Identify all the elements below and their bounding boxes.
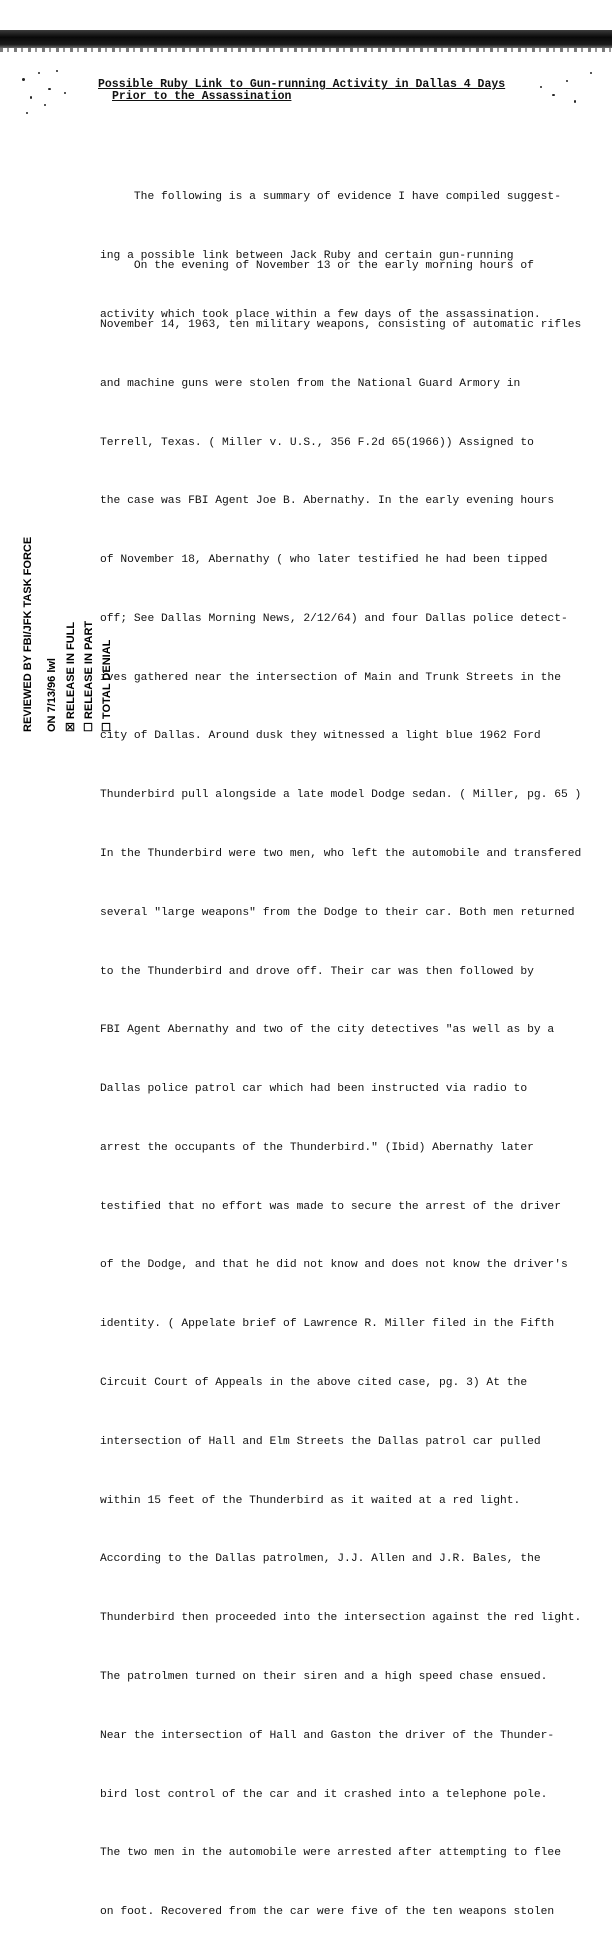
evidence-paragraph [100,218,581,1942]
text-line: The patrolmen turned on their siren and a high speed chase ensued. [100,1670,548,1683]
text-line: Thunderbird pull alongside a late model Dodge sedan. ( Miller, pg. 65 ) [100,789,582,802]
text-line: FBI Agent Abernathy and two of the city detectives "as well as by a [100,1024,555,1037]
stamp-release-full: ☒ RELEASE IN FULL [65,621,77,732]
text-line: bird lost control of the car and it crashed into a telephone pole. [100,1788,548,1801]
text-line: The two men in the automobile were arrested after attempting to flee [100,1847,561,1860]
text-line: and machine guns were stolen from the National Guard Armory in [100,377,521,390]
text-line: testified that no effort was made to secure the arrest of the driver [100,1200,561,1213]
text-line: Thunderbird then proceeded into the intersection against the red light. [100,1612,582,1625]
text-line: November 14, 1963, ten military weapons, consisting of automatic rifles [100,318,582,331]
text-line: On the evening of November 13 or the early morning hours of [100,260,534,273]
text-line: on foot. Recovered from the car were five of the ten weapons stolen [100,1906,555,1919]
text-line: arrest the occupants of the Thunderbird." (Ibid) Abernathy later [100,1141,534,1154]
text-line: identity. ( Appelate brief of Lawrence R. Miller filed in the Fifth [100,1318,555,1331]
stamp-total-denial: ☐ TOTAL DENIAL [101,639,113,732]
text-line: of the Dodge, and that he did not know and does not know the driver's [100,1259,568,1272]
text-line: Terrell, Texas. ( Miller v. U.S., 356 F.2d 65(1966)) Assigned to [100,436,534,449]
text-line: off; See Dallas Morning News, 2/12/64) and four Dallas police detect- [100,612,568,625]
text-line: intersection of Hall and Elm Streets the Dallas patrol car pulled [100,1435,541,1448]
text-line: The following is a summary of evidence I have compiled suggest- [100,191,561,204]
text-line: ing a possible link between Jack Ruby and certain gun-running [100,249,514,262]
text-line: activity which took place within a few days of the assassination. [100,308,541,321]
fbi-review-stamp [18,536,113,732]
text-line: of November 18, Abernathy ( who later testified he had been tipped [100,554,548,567]
text-line: Circuit Court of Appeals in the above cited case, pg. 3) At the [100,1377,528,1390]
text-line: Near the intersection of Hall and Gaston the driver of the Thunder- [100,1729,555,1742]
document-title [98,79,538,103]
title-line-1: Possible Ruby Link to Gun-running Activity in Dallas 4 Days [98,78,506,91]
text-line: the case was FBI Agent Joe B. Abernathy. In the early evening hours [100,495,555,508]
text-line: Dallas police patrol car which had been instructed via radio to [100,1083,528,1096]
text-line: According to the Dallas patrolmen, J.J. Allen and J.R. Bales, the [100,1553,541,1566]
scan-top-band [0,30,612,48]
text-line: city of Dallas. Around dusk they witnessed a light blue 1962 Ford [100,730,541,743]
title-line-2: Prior to the Assassination [112,90,292,103]
scan-top-band-edge [0,48,612,52]
text-line: In the Thunderbird were two men, who left the automobile and transfered [100,848,582,860]
text-line: several "large weapons" from the Dodge to their car. Both men returned [100,906,575,919]
stamp-release-part: ☐ RELEASE IN PART [83,620,95,732]
text-line: within 15 feet of the Thunderbird as it waited at a red light. [100,1494,521,1507]
stamp-reviewed-by: REVIEWED BY FBI/JFK TASK FORCE [22,536,34,732]
text-line: to the Thunderbird and drove off. Their car was then followed by [100,965,534,978]
stamp-date: ON 7/13/96 lwl [46,658,58,732]
text-line: ives gathered near the intersection of Main and Trunk Streets in the [100,671,561,684]
